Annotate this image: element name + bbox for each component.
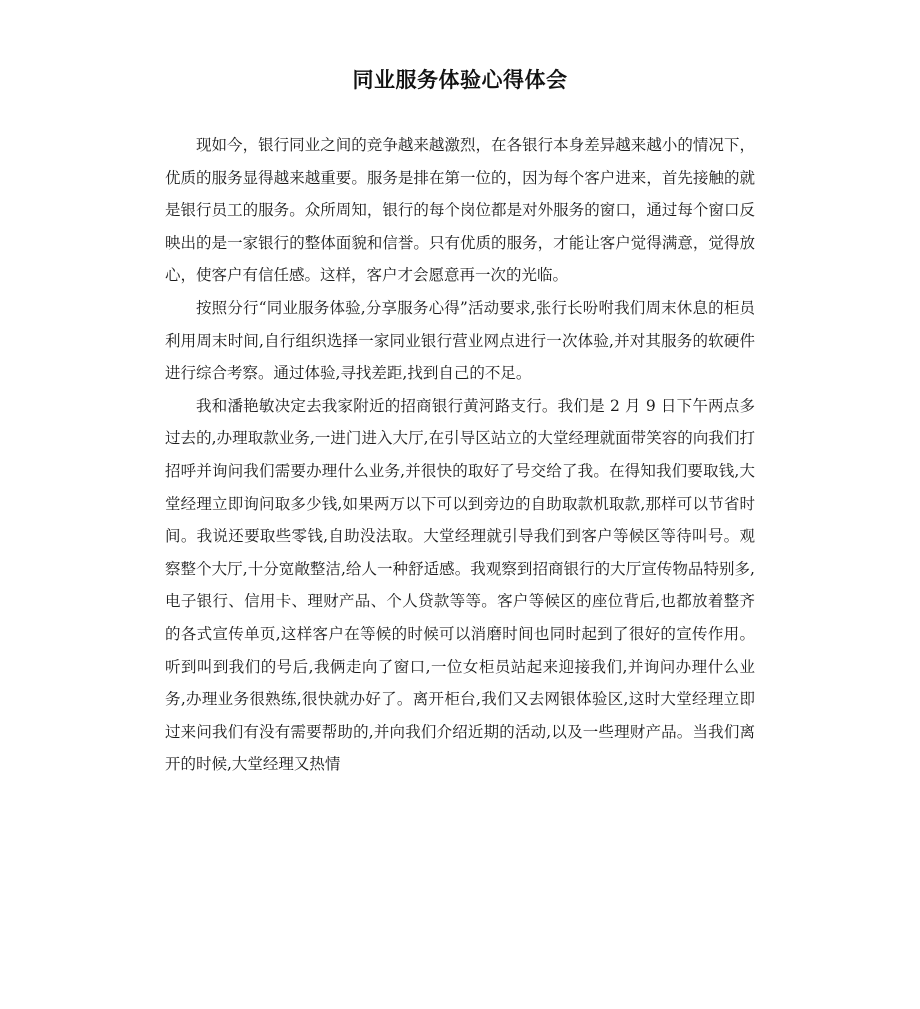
paragraph-3: 我和潘艳敏决定去我家附近的招商银行黄河路支行。我们是 2 月 9 日下午两点多过去的,办理取款业务,一进门进入大厅,在引导区站立的大堂经理就面带笑容的向我们打招呼并询问我们需要办理什么业务,并很快的取好了号交给了我。在得知我们要取钱,大堂经理立即询问取多少钱,如果两万以下可以到旁边的自助取款机取款,那样可以节省时间。我说还要取些零钱,自助没法取。大堂经理就引导我们到客户等候区等待叫号。观察整个大厅,十分宽敞整洁,给人一种舒适感。我观察到招商银行的大厅宣传物品特别多,电子银行、信用卡、理财产品、个人贷款等等。客户等候区的座位背后,也都放着整齐的各式宣传单页,这样客户在等候的时候可以消磨时间也同时起到了很好的宣传作用。听到叫到我们的号后,我俩走向了窗口,一位女柜员站起来迎接我们,并询问办理什么业务,办理业务很熟练,很快就办好了。离开柜台,我们又去网银体验区,这时大堂经理立即过来问我们有没有需要帮助的,并向我们介绍近期的活动,以及一些理财产品。当我们离开的时候,大堂经理又热情 (165, 396, 755, 774)
document-title: 同业服务体验心得体会 (352, 68, 568, 92)
paragraph-1: 现如今，银行同业之间的竞争越来越激烈，在各银行本身差异越来越小的情况下，优质的服务显得越来越重要。服务是排在第一位的，因为每个客户进来，首先接触的就是银行员工的服务。众所周知，银行的每个岗位都是对外服务的窗口，通过每个窗口反映出的是一家银行的整体面貌和信誉。只有优质的服务，才能让客户觉得满意，觉得放心，使客户有信任感。这样，客户才会愿意再一次的光临。 (165, 136, 755, 285)
paragraph-2: 按照分行“同业服务体验,分享服务心得”活动要求,张行长吩咐我们周末休息的柜员利用周末时间,自行组织选择一家同业银行营业网点进行一次体验,并对其服务的软硬件进行综合考察。通过体验,寻找差距,找到自己的不足。 (165, 298, 755, 383)
document-body (165, 129, 755, 781)
